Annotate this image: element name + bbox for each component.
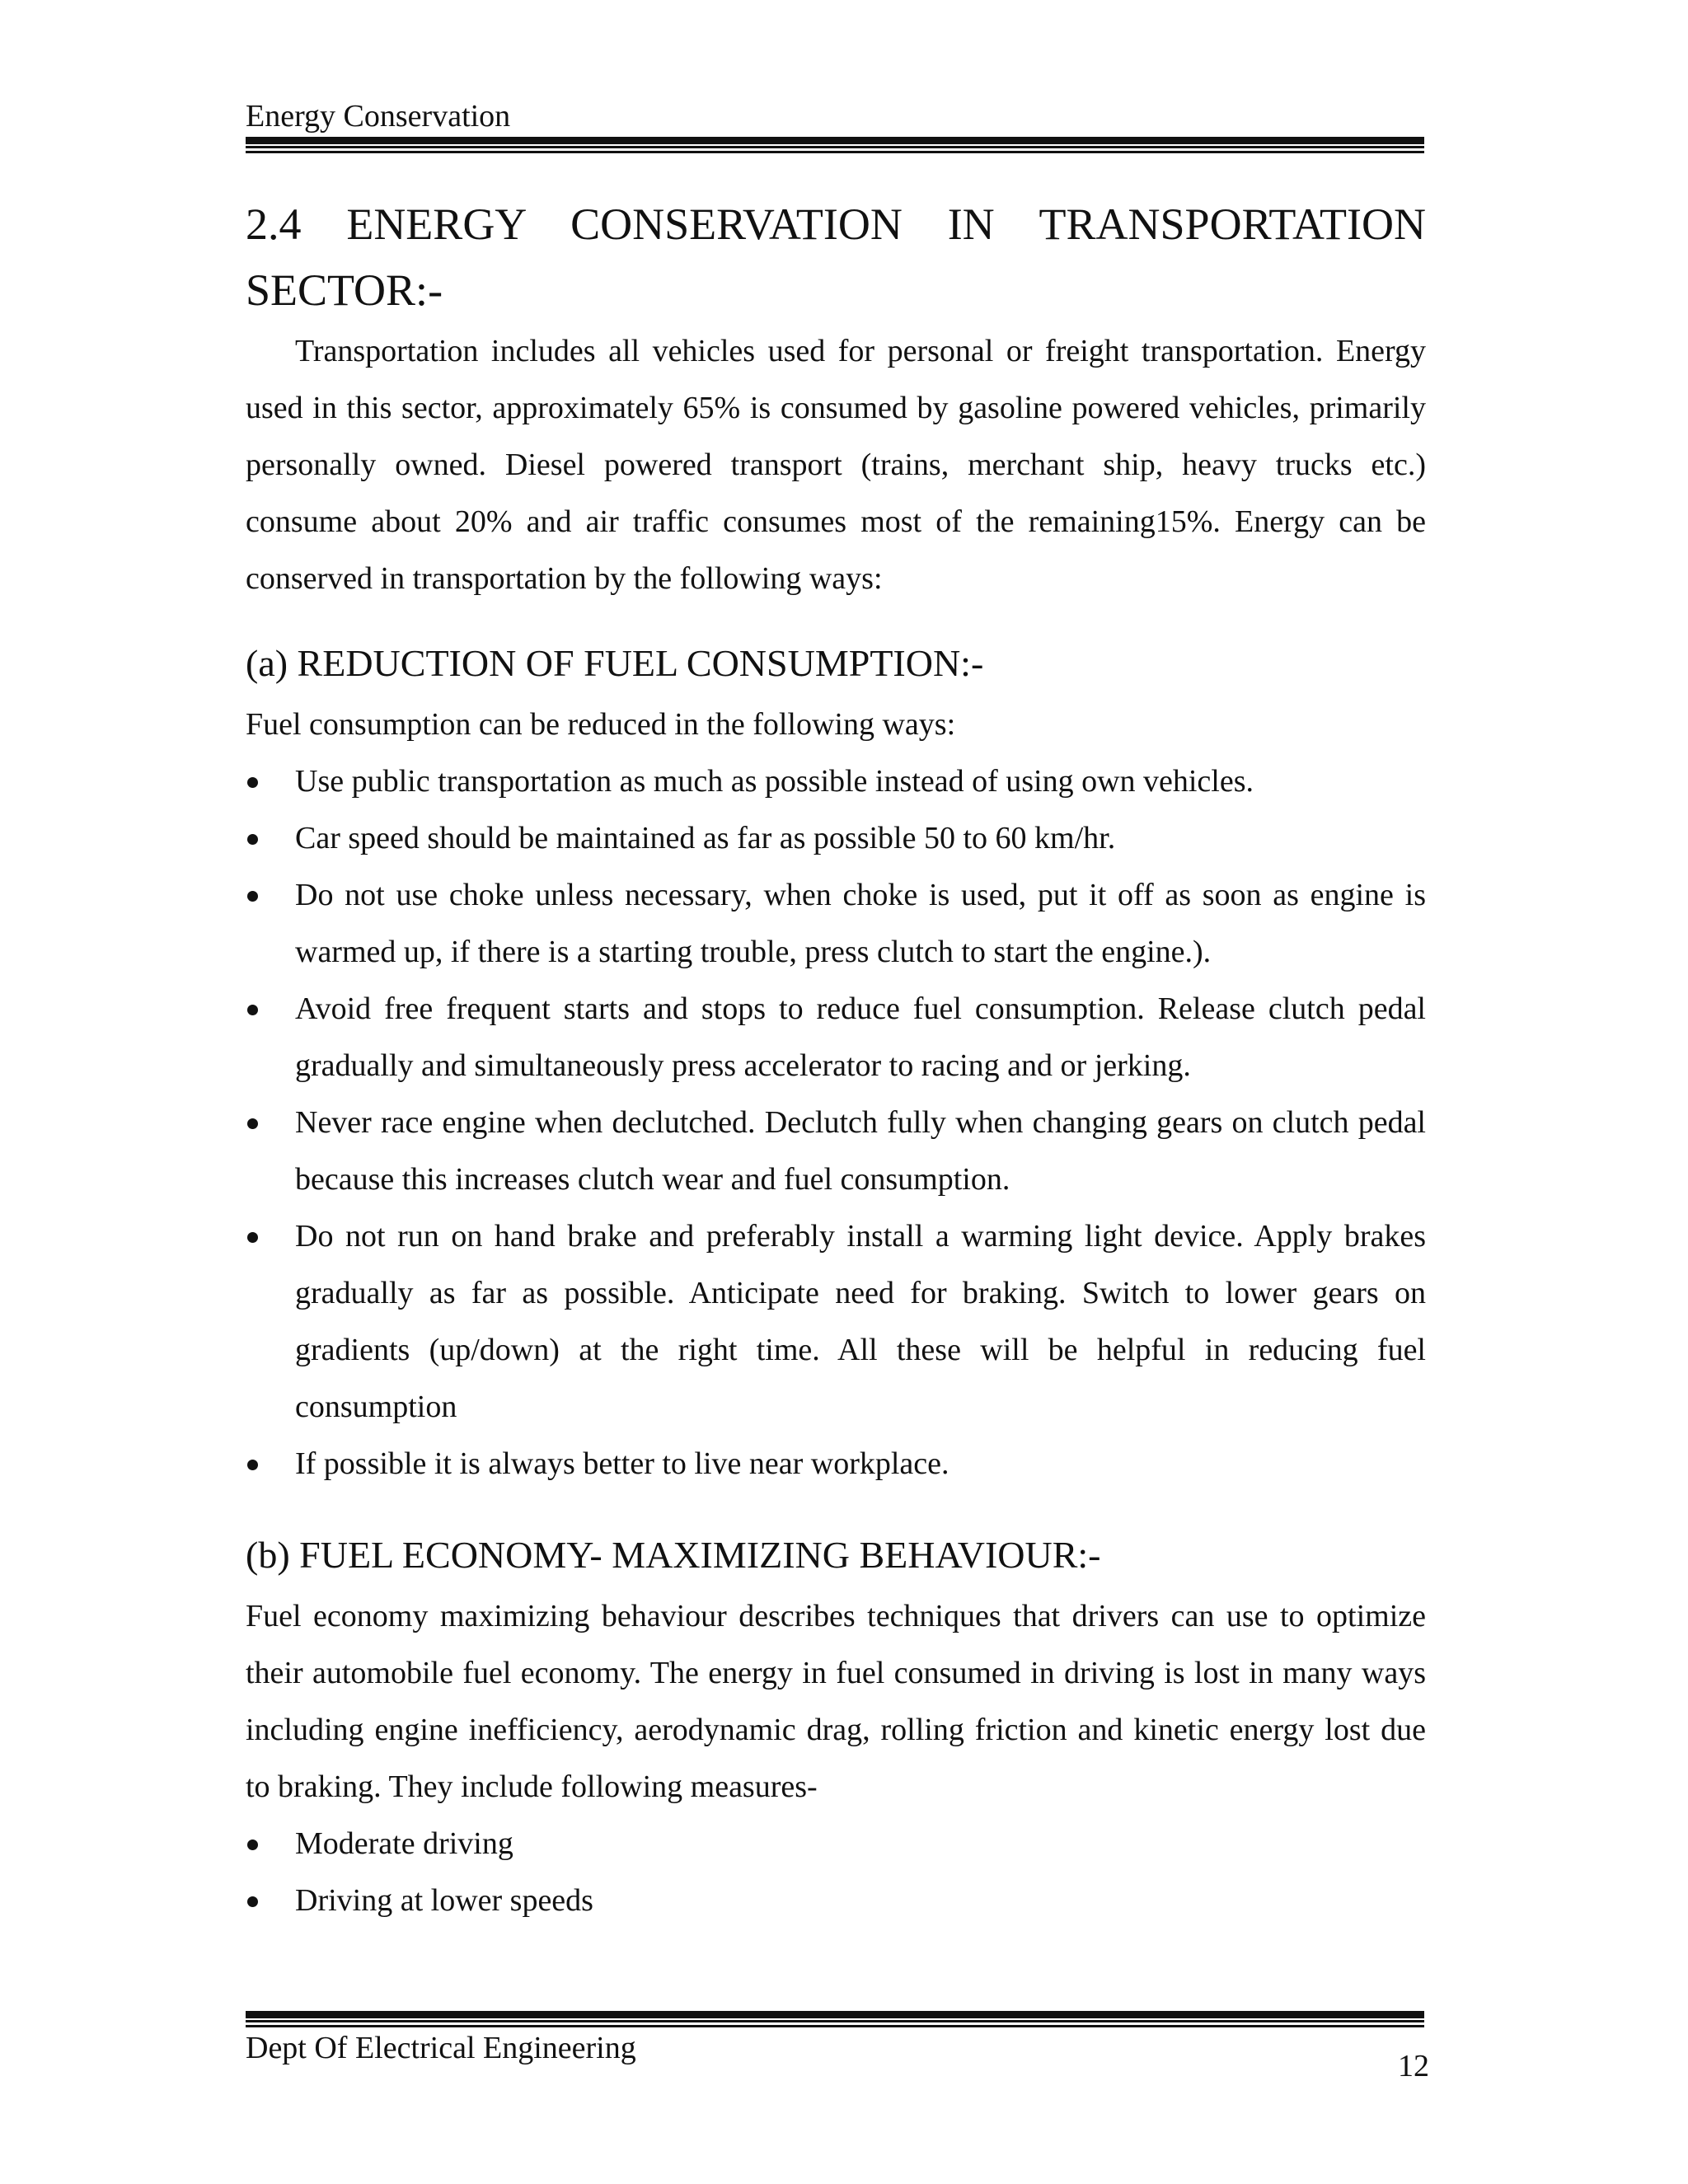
footer-rule [246, 2011, 1424, 2029]
list-item [246, 867, 1426, 981]
subsection-a-heading: (a) REDUCTION OF FUEL CONSUMPTION:- [246, 642, 984, 684]
list-item [246, 753, 1426, 810]
intro-paragraph: Transportation includes all vehicles used for personal or freight transportation. Energy used in this sector, approximately 65% is consumed by gasoline powered vehicles, primarily personally owned. Diesel powered transport (trains, merchant ship, heavy trucks etc.) consume about 20% and air traffic consumes most of the remaining15%. Energy can be conserved in transportation by the following ways: [246, 334, 1426, 596]
subsection-b-heading: (b) FUEL ECONOMY- MAXIMIZING BEHAVIOUR:- [246, 1534, 1101, 1576]
list-item [246, 1816, 1426, 1872]
list-item-text: Use public transportation as much as possible instead of using own vehicles. [295, 764, 1254, 799]
bullet-icon [247, 891, 258, 902]
bullet-icon [247, 834, 258, 845]
list-item [246, 810, 1426, 867]
list-item-text: If possible it is always better to live near workplace. [295, 1446, 950, 1481]
list-item-text: Never race engine when declutched. Declutch fully when changing gears on clutch pedal because this increases clutch wear and fuel consumption. [295, 1105, 1426, 1197]
subsection-a-bullet-list [246, 753, 1426, 1493]
subsection-b-bullet-list [246, 1816, 1426, 1929]
list-item-text: Do not use choke unless necessary, when choke is used, put it off as soon as engine is warmed up, if there is a starting trouble, press clutch to start the engine.). [295, 878, 1426, 969]
bullet-icon [247, 1005, 258, 1015]
list-item [246, 1094, 1426, 1208]
list-item-text: Avoid free frequent starts and stops to reduce fuel consumption. Release clutch pedal gradually and simultaneously press accelerator to racing and or jerking. [295, 991, 1426, 1083]
section-title-line-1: 2.4 ENERGY CONSERVATION IN TRANSPORTATION [246, 199, 1426, 249]
subsection-b-lead: Fuel economy maximizing behaviour describes techniques that drivers can use to optimize their automobile fuel economy. The energy in fuel consumed in driving is lost in many ways including engine inefficiency, aerodynamic drag, rolling friction and kinetic energy lost due to braking. They include following measures- [246, 1599, 1426, 1804]
section-title [246, 191, 1426, 323]
bullet-icon [247, 1232, 258, 1243]
page-number: 12 [1398, 2049, 1429, 2083]
list-item-text: Driving at lower speeds [295, 1883, 593, 1918]
page-content [246, 191, 1426, 1929]
list-item-text: Car speed should be maintained as far as possible 50 to 60 km/hr. [295, 821, 1116, 855]
list-item-text: Do not run on hand brake and preferably install a warming light device. Apply brakes gradually as far as possible. Anticipate need for braking. Switch to lower gears on gradients (up/down) at the right time. All these will be helpful in reducing fuel consumption [295, 1219, 1426, 1424]
list-item [246, 1436, 1426, 1493]
bullet-icon [247, 1460, 258, 1470]
bullet-icon [247, 1840, 258, 1850]
footer-department: Dept Of Electrical Engineering [246, 2031, 636, 2065]
header-rule [246, 137, 1424, 155]
list-item-text: Moderate driving [295, 1826, 513, 1861]
list-item [246, 1872, 1426, 1929]
bullet-icon [247, 1118, 258, 1129]
subsection-a-lead: Fuel consumption can be reduced in the following ways: [246, 707, 956, 742]
running-header: Energy Conservation [246, 99, 511, 134]
bullet-icon [247, 1896, 258, 1907]
bullet-icon [247, 777, 258, 788]
list-item [246, 1208, 1426, 1436]
list-item [246, 981, 1426, 1094]
section-title-line-2: SECTOR:- [246, 265, 443, 315]
